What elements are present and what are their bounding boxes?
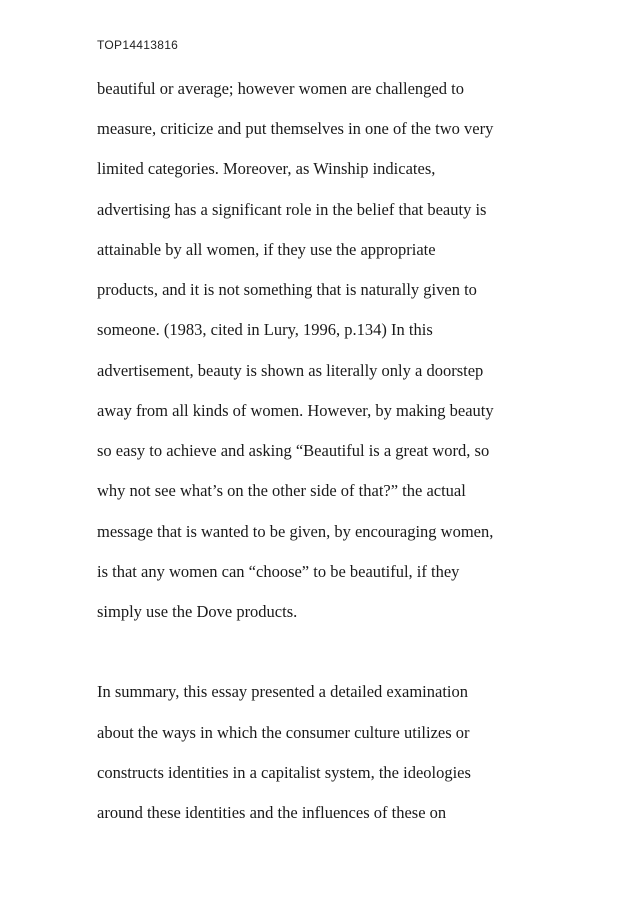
paragraph-1-line-7: someone. (1983, cited in Lury, 1996, p.134) In this [97, 320, 433, 339]
paragraph-1-line-4: advertising has a significant role in the belief that beauty is [97, 200, 487, 219]
paragraph-1-line-2: measure, criticize and put themselves in one of the two very [97, 119, 494, 138]
paragraph-1-line-8: advertisement, beauty is shown as literally only a doorstep [97, 361, 484, 380]
paragraph-1-line-14: simply use the Dove products. [97, 602, 298, 621]
paragraph-1-line-11: why not see what’s on the other side of that?” the actual [97, 481, 466, 500]
paragraph-1-line-13: is that any women can “choose” to be beautiful, if they [97, 562, 460, 581]
paragraph-2-line-4: around these identities and the influences of these on [97, 803, 447, 822]
paragraph-1-line-10: so easy to achieve and asking “Beautiful is a great word, so [97, 441, 490, 460]
paragraph-1-line-6: products, and it is not something that is naturally given to [97, 280, 477, 299]
paragraph-1-line-3: limited categories. Moreover, as Winship indicates, [97, 159, 436, 178]
paragraph-1-line-12: message that is wanted to be given, by encouraging women, [97, 522, 494, 541]
paragraph-2-line-2: about the ways in which the consumer culture utilizes or [97, 723, 470, 742]
paragraph-2-line-3: constructs identities in a capitalist system, the ideologies [97, 763, 471, 782]
document-id-header: TOP14413816 [97, 38, 179, 52]
paragraph-1-line-5: attainable by all women, if they use the appropriate [97, 240, 436, 259]
paragraph-1-line-9: away from all kinds of women. However, by making beauty [97, 401, 494, 420]
paragraph-1-line-1: beautiful or average; however women are challenged to [97, 79, 464, 98]
paragraph-2-line-1: In summary, this essay presented a detailed examination [97, 682, 468, 701]
